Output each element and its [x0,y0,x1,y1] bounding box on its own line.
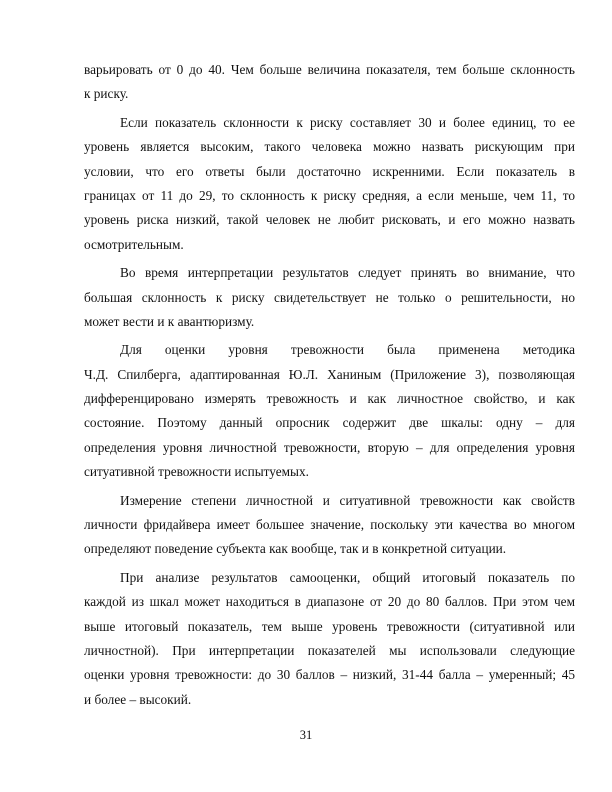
text-line: Для оценки уровня тревожности была применена методика [120,342,575,358]
text-line: осмотрительным. [84,236,184,252]
text-line: Ч.Д. Спилберга, адаптированная Ю.Л. Ханиным (Приложение 3), позволяющая [84,366,575,382]
document-page [84,58,575,716]
text-line: варьировать от 0 до 40. Чем больше величина показателя, тем больше склонность [84,62,575,77]
text-line: определения уровня личностной тревожности, вторую – для определения уровня [84,439,575,455]
text-line: оценки уровня тревожности: до 30 баллов – низкий, 31-44 балла – умеренный; 45 [84,667,575,683]
text-line: может вести и к авантюризму. [84,313,255,329]
paragraph [84,489,575,562]
text-line: уровень риска низкий, такой человек не любит рисковать, и его можно назвать [84,212,575,228]
text-line: границах от 11 до 29, то склонность к риску средняя, а если меньше, чем 11, то [84,187,575,203]
text-line: и более – высокий. [84,691,192,707]
text-line: большая склонность к риску свидетельствует не только о решительности, но [84,289,575,305]
paragraph [84,261,575,334]
text-line: условии, что его ответы были достаточно искренними. Если показатель в [84,163,575,179]
text-line: уровень является высоким, такого человека можно назвать рискующим при [84,139,575,155]
paragraph [84,566,575,712]
paragraph [84,338,575,484]
text-line: Если показатель склонности к риску составляет 30 и более единиц, то ее [120,114,575,130]
paragraph [84,111,575,257]
text-line: к риску. [84,86,129,102]
page-number: 31 [299,728,313,742]
text-line: личностной). При интерпретации показателей мы использовали следующие [84,642,575,658]
text-line: Измерение степени личностной и ситуативной тревожности как свойств [120,492,575,508]
text-line: дифференцировано измерять тревожность и как личностное свойство, и как [84,391,575,407]
text-line: каждой из шкал может находиться в диапазоне от 20 до 80 баллов. При этом чем [84,594,575,610]
text-line: личности фридайвера имеет большее значение, поскольку эти качества во многом [84,517,575,533]
text-line: При анализе результатов самооценки, общий итоговый показатель по [120,569,575,585]
text-line: выше итоговый показатель, тем выше уровень тревожности (ситуативной или [84,618,575,634]
text-line: определяют поведение субъекта как вообще, так и в конкретной ситуации. [84,541,507,557]
text-line: ситуативной тревожности испытуемых. [84,464,309,480]
paragraph [84,58,575,107]
text-line: состояние. Поэтому данный опросник содержит две шкалы: одну – для [84,415,575,431]
text-line: Во время интерпретации результатов следует принять во внимание, что [120,265,575,281]
